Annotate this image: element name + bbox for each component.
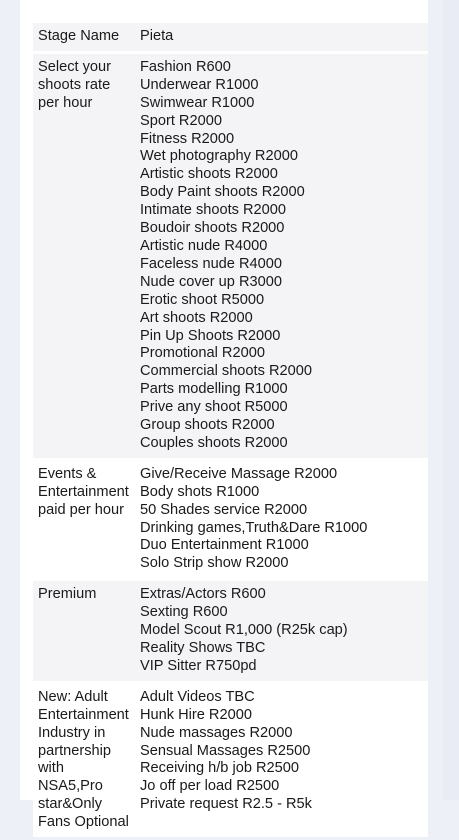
value-line: Intimate shoots R2000 <box>140 202 287 219</box>
value-line: Wet photography R2000 <box>140 148 298 165</box>
table-row <box>33 684 428 837</box>
row-values <box>135 23 428 51</box>
value-line: Body Paint shoots R2000 <box>140 184 305 201</box>
row-label: Stage Name <box>33 23 135 51</box>
table-row <box>33 461 428 578</box>
value-line: Private request R2.5 - R5k <box>140 796 312 813</box>
value-line: Extras/Actors R600 <box>140 586 266 603</box>
value-line: Jo off per load R2500 <box>140 778 280 795</box>
table-row <box>33 581 428 681</box>
row-label: Select your shoots rate per hour <box>33 54 135 458</box>
value-line: Swimwear R1000 <box>140 94 255 111</box>
value-line: Pieta <box>140 28 174 44</box>
table-row <box>33 23 428 51</box>
value-line: Sport R2000 <box>140 112 222 129</box>
value-line: Artistic nude R4000 <box>140 237 268 254</box>
row-values <box>135 461 428 578</box>
profile-table-body <box>33 23 428 837</box>
value-line: VIP Sitter R750pd <box>140 657 257 674</box>
value-line: Erotic shoot R5000 <box>140 291 265 308</box>
row-values <box>135 684 428 837</box>
value-line: Commercial shoots R2000 <box>140 363 312 380</box>
right-gutter <box>443 0 459 800</box>
value-line: Drinking games,Truth&Dare R1000 <box>140 519 368 536</box>
profile-table <box>33 20 428 840</box>
value-line: Receiving h/b job R2500 <box>140 760 300 777</box>
value-line: 50 Shades service R2000 <box>140 501 308 518</box>
row-label: New: Adult Entertainment Industry in partnership with NSA5,Pro star&Only Fans Optional <box>33 684 135 837</box>
value-line: Pin Up Shoots R2000 <box>140 327 281 344</box>
value-line: Sensual Massages R2500 <box>140 742 311 759</box>
value-line: Fitness R2000 <box>140 130 235 147</box>
value-line: Sexting R600 <box>140 604 228 621</box>
table-row <box>33 54 428 458</box>
row-label: Premium <box>33 581 135 681</box>
value-line: Group shoots R2000 <box>140 417 275 434</box>
value-line: Faceless nude R4000 <box>140 255 282 272</box>
value-line: Model Scout R1,000 (R25k cap) <box>140 622 348 639</box>
value-line: Artistic shoots R2000 <box>140 166 278 183</box>
value-line: Hunk Hire R2000 <box>140 706 252 723</box>
row-values <box>135 581 428 681</box>
value-line: Fashion R600 <box>140 58 231 75</box>
value-line: Reality Shows TBC <box>140 640 266 656</box>
row-label: Events & Entertainment paid per hour <box>33 461 135 578</box>
value-line: Adult Videos TBC <box>140 688 255 705</box>
value-line: Prive any shoot R5000 <box>140 399 288 416</box>
value-line: Art shoots R2000 <box>140 309 253 326</box>
value-line: Nude massages R2000 <box>140 724 293 741</box>
value-line: Solo Strip show R2000 <box>140 555 289 572</box>
value-line: Body shots R1000 <box>140 483 260 500</box>
value-line: Parts modelling R1000 <box>140 381 288 398</box>
row-values <box>135 54 428 458</box>
value-line: Give/Receive Massage R2000 <box>140 465 338 482</box>
value-line: Promotional R2000 <box>140 345 265 362</box>
content-panel <box>20 0 428 831</box>
value-line: Duo Entertainment R1000 <box>140 537 309 554</box>
value-line: Boudoir shoots R2000 <box>140 220 285 237</box>
value-line: Underwear R1000 <box>140 76 259 93</box>
value-line: Nude cover up R3000 <box>140 273 282 290</box>
value-line: Couples shoots R2000 <box>140 434 288 451</box>
